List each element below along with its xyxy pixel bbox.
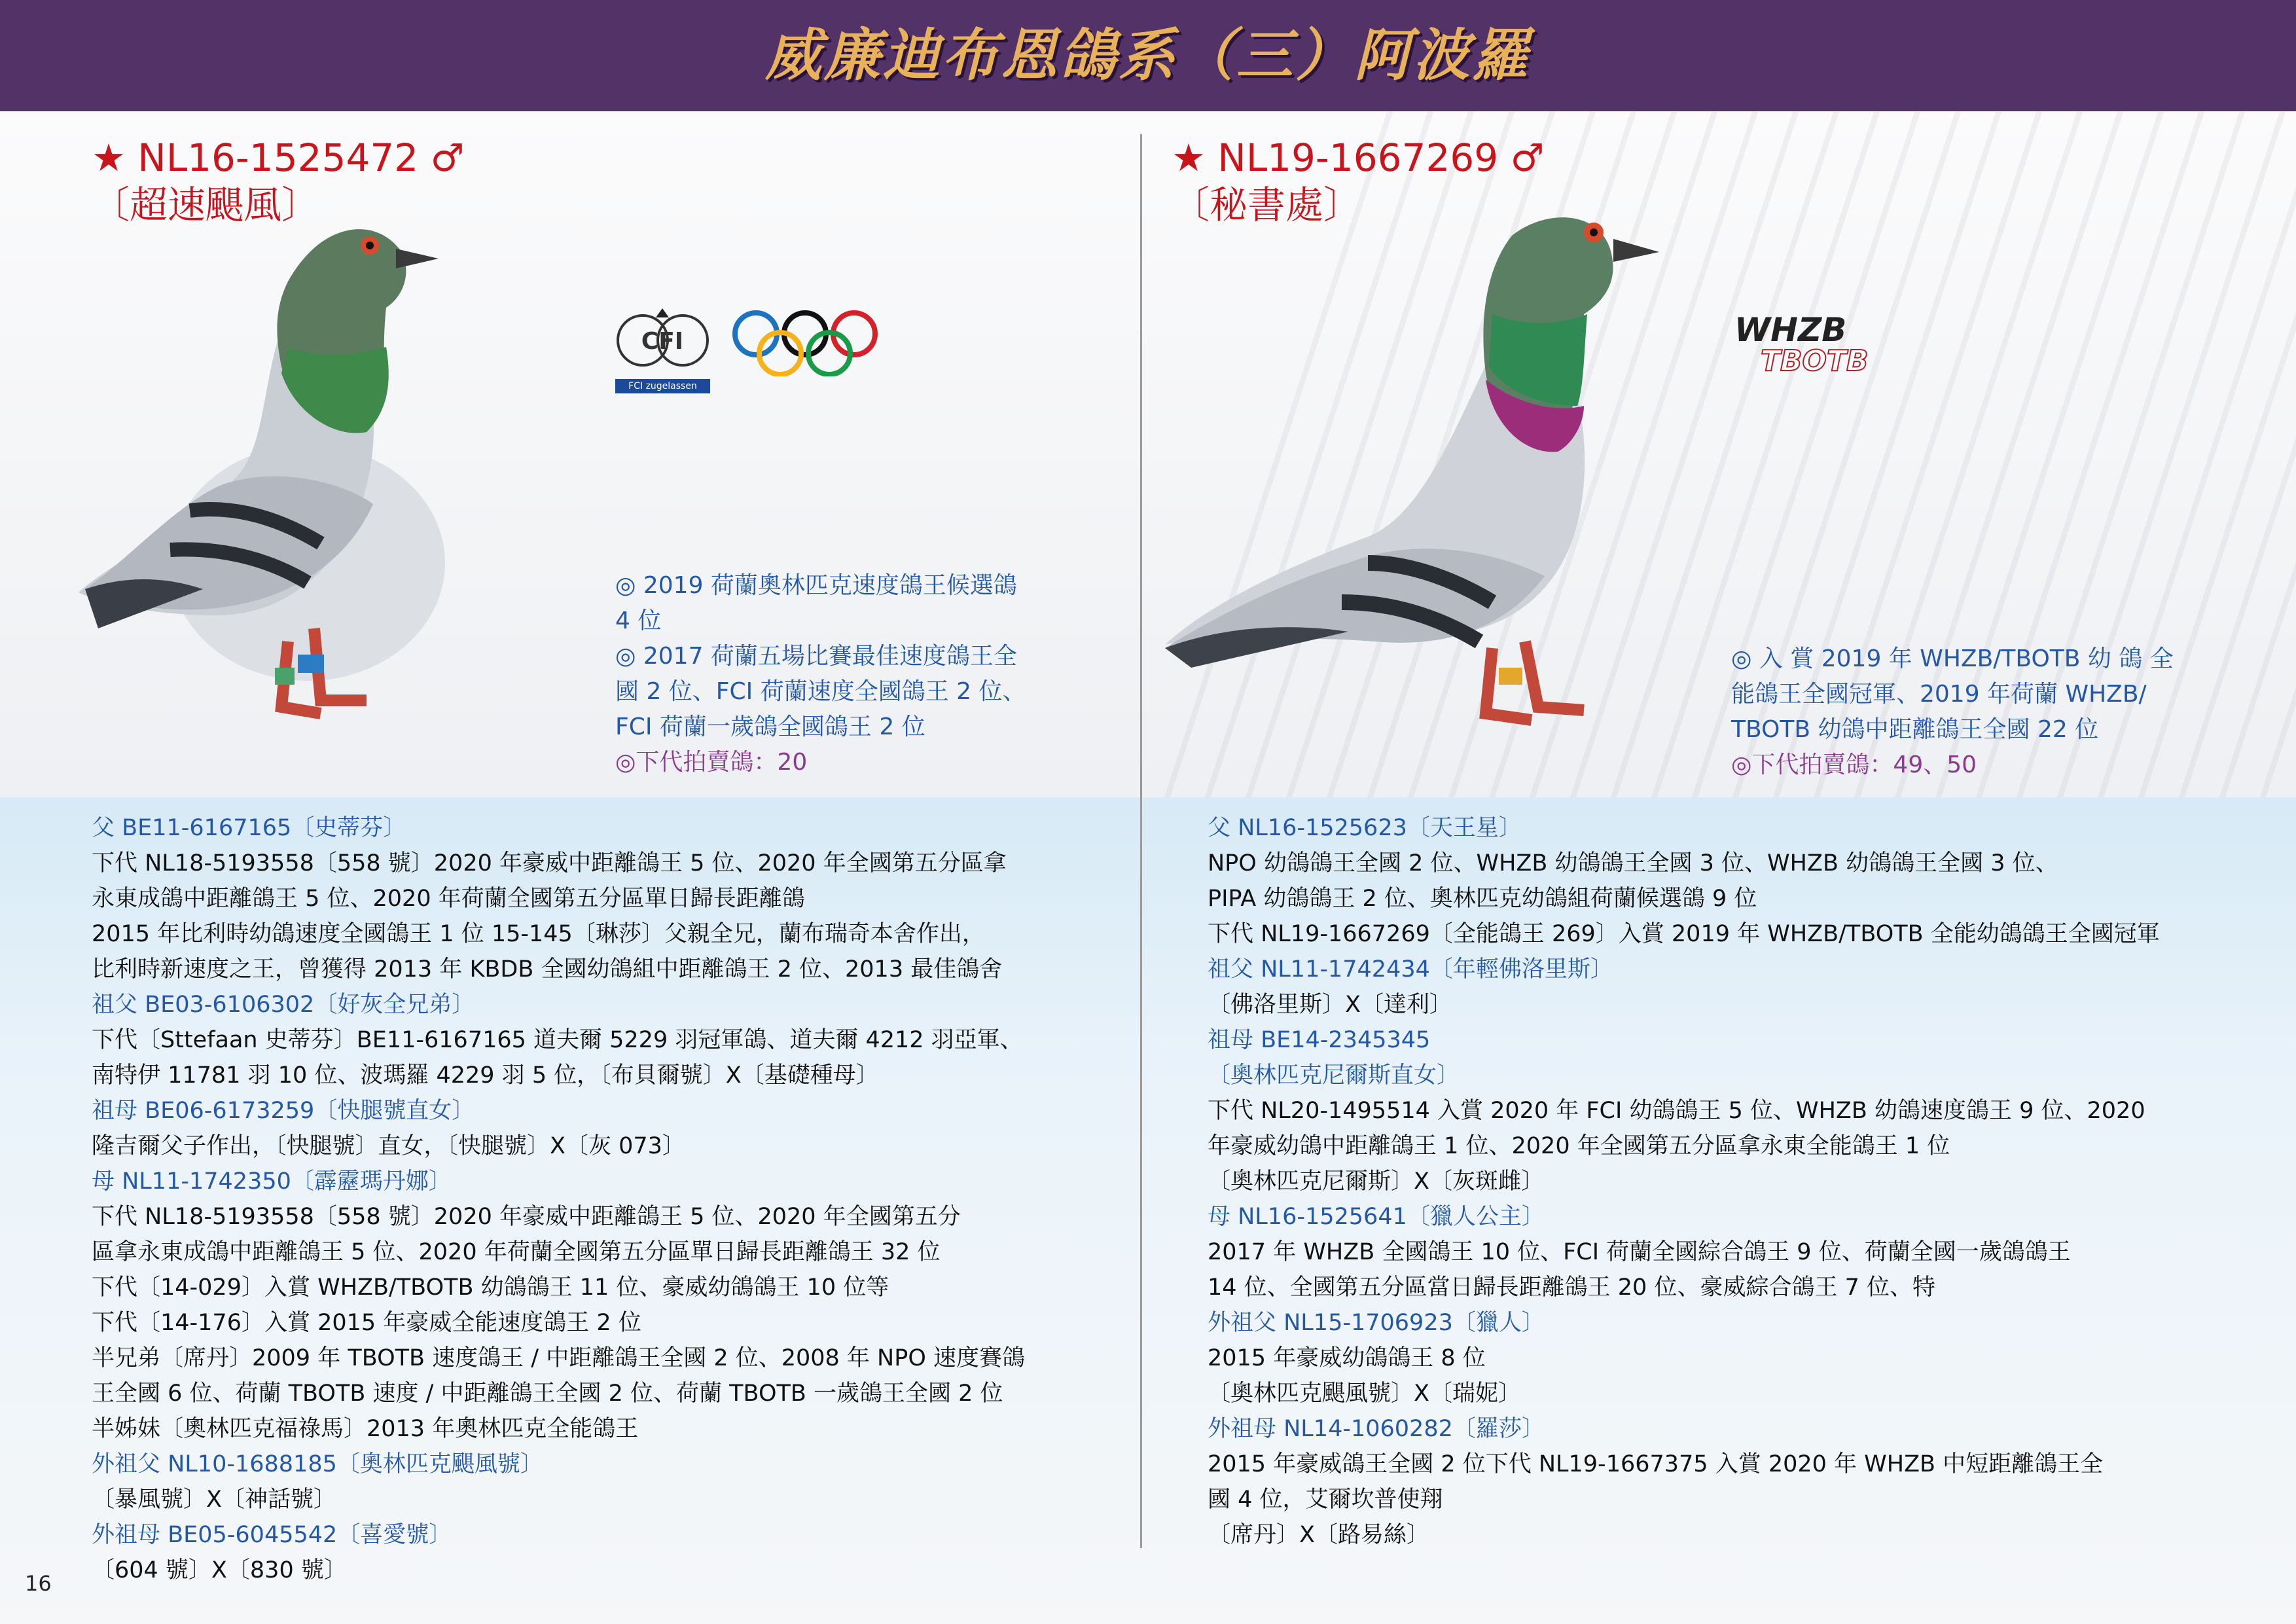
pedigree-line: 南特伊 11781 羽 10 位、波瑪羅 4229 羽 5 位，〔布貝爾號〕X〔基礎種母〕: [92, 1062, 879, 1089]
whzb-logo-text: WHZB: [1734, 311, 1847, 349]
auction-offspring: ◎下代拍賣鴿：49、50: [1731, 751, 1977, 778]
fci-globe-icon: [615, 304, 710, 376]
pedigree-line: 〔604 號〕X〔830 號〕: [92, 1557, 347, 1583]
left-pedigree: [92, 810, 1025, 1588]
sire-heading: 父 BE11-6167165〔史蒂芬〕: [92, 815, 406, 841]
pedigree-line: 年豪威幼鴿中距離鴿王 1 位、2020 年全國第五分區拿永東全能鴿王 1 位: [1208, 1133, 1950, 1159]
right-pigeon-photo: [1152, 196, 1676, 733]
achievement-line: TBOTB 幼鴿中距離鴿王全國 22 位: [1731, 716, 2099, 743]
whzb-tbotb-logo: [1734, 313, 1869, 376]
achievement-line: 國 2 位、FCI 荷蘭速度全國鴿王 2 位、: [615, 678, 1026, 705]
pedigree-line: 〔奧林匹克颶風號〕X〔瑞妮〕: [1208, 1380, 1521, 1407]
achievement-line: 4 位: [615, 607, 662, 634]
pedigree-line: 下代〔Sttefaan 史蒂芬〕BE11-6167165 道夫爾 5229 羽冠軍鴿、道夫爾 4212 羽亞軍、: [92, 1027, 1023, 1053]
pedigree-line: 下代〔14-176〕入賞 2015 年豪威全能速度鴿王 2 位: [92, 1310, 641, 1336]
pedigree-line: 隆吉爾父子作出，〔快腿號〕直女，〔快腿號〕X〔灰 073〕: [92, 1133, 685, 1159]
pedigree-line: 國 4 位，艾爾坎普使翔: [1208, 1487, 1443, 1513]
left-ring-number: ★ NL16-1525472 ♂: [92, 135, 465, 180]
pedigree-line: 2017 年 WHZB 全國鴿王 10 位、FCI 荷蘭全國綜合鴿王 9 位、荷蘭全國一歲鴿鴿王: [1208, 1239, 2071, 1265]
maternal-grandsire-heading: 外祖父 NL10-1688185〔奧林匹克颶風號〕: [92, 1451, 543, 1477]
pedigree-line: 永東成鴿中距離鴿王 5 位、2020 年荷蘭全國第五分區單日歸長距離鴿: [92, 886, 805, 912]
pedigree-line: 王全國 6 位、荷蘭 TBOTB 速度 / 中距離鴿王全國 2 位、荷蘭 TBOTB 一歲鴿王全國 2 位: [92, 1380, 1003, 1407]
maternal-granddam-heading: 外祖母 BE05-6045542〔喜愛號〕: [92, 1522, 452, 1548]
fci-logo: [615, 304, 710, 393]
left-pigeon-photo: [72, 196, 596, 720]
grandsire-heading: 祖父 BE03-6106302〔好灰全兄弟〕: [92, 992, 475, 1018]
pedigree-line: 2015 年豪威幼鴿鴿王 8 位: [1208, 1345, 1486, 1371]
right-achievements: [1731, 641, 2174, 783]
page-number: 16: [25, 1571, 52, 1596]
pedigree-line: 半兄弟〔席丹〕2009 年 TBOTB 速度鴿王 / 中距離鴿王全國 2 位、2008 年 NPO 速度賽鴿: [92, 1345, 1026, 1371]
right-pedigree: [1208, 810, 2160, 1553]
dam-heading: 母 NL11-1742350〔霹靂瑪丹娜〕: [92, 1168, 452, 1195]
pedigree-line: 〔奧林匹克尼爾斯〕X〔灰斑雌〕: [1208, 1168, 1544, 1195]
achievement-line: ◎ 2019 荷蘭奧林匹克速度鴿王候選鴿: [615, 572, 1017, 599]
right-nickname: 〔秘書處〕: [1172, 183, 1362, 227]
achievement-line: ◎ 2017 荷蘭五場比賽最佳速度鴿王全: [615, 643, 1017, 670]
olympic-rings-icon: [730, 308, 880, 376]
pedigree-line: 2015 年比利時幼鴿速度全國鴿王 1 位 15-145〔琳莎〕父親全兄，蘭布瑞奇本舍作出，: [92, 921, 985, 947]
pedigree-line: 區拿永東成鴿中距離鴿王 5 位、2020 年荷蘭全國第五分區單日歸長距離鴿王 32 位: [92, 1239, 941, 1265]
sire-heading: 父 NL16-1525623〔天王星〕: [1208, 815, 1522, 841]
column-divider: [1140, 134, 1142, 1548]
achievement-line: 能鴿王全國冠軍、2019 年荷蘭 WHZB/: [1731, 681, 2147, 708]
pedigree-line: 下代 NL18-5193558〔558 號〕2020 年豪威中距離鴿王 5 位、2020 年全國第五分區拿: [92, 850, 1007, 876]
pedigree-line: 〔暴風號〕X〔神話號〕: [92, 1487, 336, 1513]
left-achievements: [615, 568, 1026, 780]
svg-text:CFI: CFI: [641, 328, 684, 355]
granddam-nickname: 〔奧林匹克尼爾斯直女〕: [1208, 1062, 1460, 1089]
achievement-line: ◎ 入 賞 2019 年 WHZB/TBOTB 幼 鴿 全: [1731, 645, 2174, 672]
achievement-line: FCI 荷蘭一歲鴿全國鴿王 2 位: [615, 713, 925, 740]
pedigree-line: PIPA 幼鴿鴿王 2 位、奧林匹克幼鴿組荷蘭候選鴿 9 位: [1208, 886, 1757, 912]
pedigree-line: 〔佛洛里斯〕X〔達利〕: [1208, 992, 1452, 1018]
left-nickname: 〔超速颶風〕: [92, 183, 320, 227]
right-ring-number: ★ NL19-1667269 ♂: [1172, 135, 1545, 180]
pedigree-line: 下代 NL19-1667269〔全能鴿王 269〕入賞 2019 年 WHZB/TBOTB 全能幼鴿鴿王全國冠軍: [1208, 921, 2160, 947]
page-title: 威廉迪布恩鴿系（三）阿波羅: [765, 23, 1531, 88]
pedigree-line: 下代〔14-029〕入賞 WHZB/TBOTB 幼鴿鴿王 11 位、豪威幼鴿鴿王 10 位等: [92, 1274, 889, 1301]
tbotb-logo-text: TBOTB: [1761, 344, 1869, 378]
pedigree-line: 比利時新速度之王，曾獲得 2013 年 KBDB 全國幼鴿組中距離鴿王 2 位、2013 最佳鴿舍: [92, 956, 1003, 983]
dam-heading: 母 NL16-1525641〔獵人公主〕: [1208, 1204, 1545, 1230]
granddam-heading: 祖母 BE06-6173259〔快腿號直女〕: [92, 1098, 475, 1124]
fci-logo-caption: FCI zugelassen: [615, 379, 710, 393]
decorative-stripe: [2159, 111, 2296, 797]
maternal-granddam-heading: 外祖母 NL14-1060282〔羅莎〕: [1208, 1416, 1545, 1442]
maternal-grandsire-heading: 外祖父 NL15-1706923〔獵人〕: [1208, 1310, 1545, 1336]
pedigree-line: 半姊妹〔奧林匹克福祿馬〕2013 年奧林匹克全能鴿王: [92, 1416, 639, 1442]
pedigree-line: 14 位、全國第五分區當日歸長距離鴿王 20 位、豪威綜合鴿王 7 位、特: [1208, 1274, 1935, 1301]
pedigree-line: 下代 NL18-5193558〔558 號〕2020 年豪威中距離鴿王 5 位、2020 年全國第五分: [92, 1204, 961, 1230]
granddam-heading: 祖母 BE14-2345345: [1208, 1027, 1431, 1053]
grandsire-heading: 祖父 NL11-1742434〔年輕佛洛里斯〕: [1208, 956, 1613, 983]
pedigree-line: 〔席丹〕X〔路易絲〕: [1208, 1522, 1429, 1548]
pedigree-line: NPO 幼鴿鴿王全國 2 位、WHZB 幼鴿鴿王全國 3 位、WHZB 幼鴿鴿王全國 3 位、: [1208, 850, 2058, 876]
pedigree-line: 2015 年豪威鴿王全國 2 位下代 NL19-1667375 入賞 2020 年 WHZB 中短距離鴿王全: [1208, 1451, 2104, 1477]
pedigree-line: 下代 NL20-1495514 入賞 2020 年 FCI 幼鴿鴿王 5 位、WHZB 幼鴿速度鴿王 9 位、2020: [1208, 1098, 2145, 1124]
auction-offspring: ◎下代拍賣鴿：20: [615, 749, 808, 776]
